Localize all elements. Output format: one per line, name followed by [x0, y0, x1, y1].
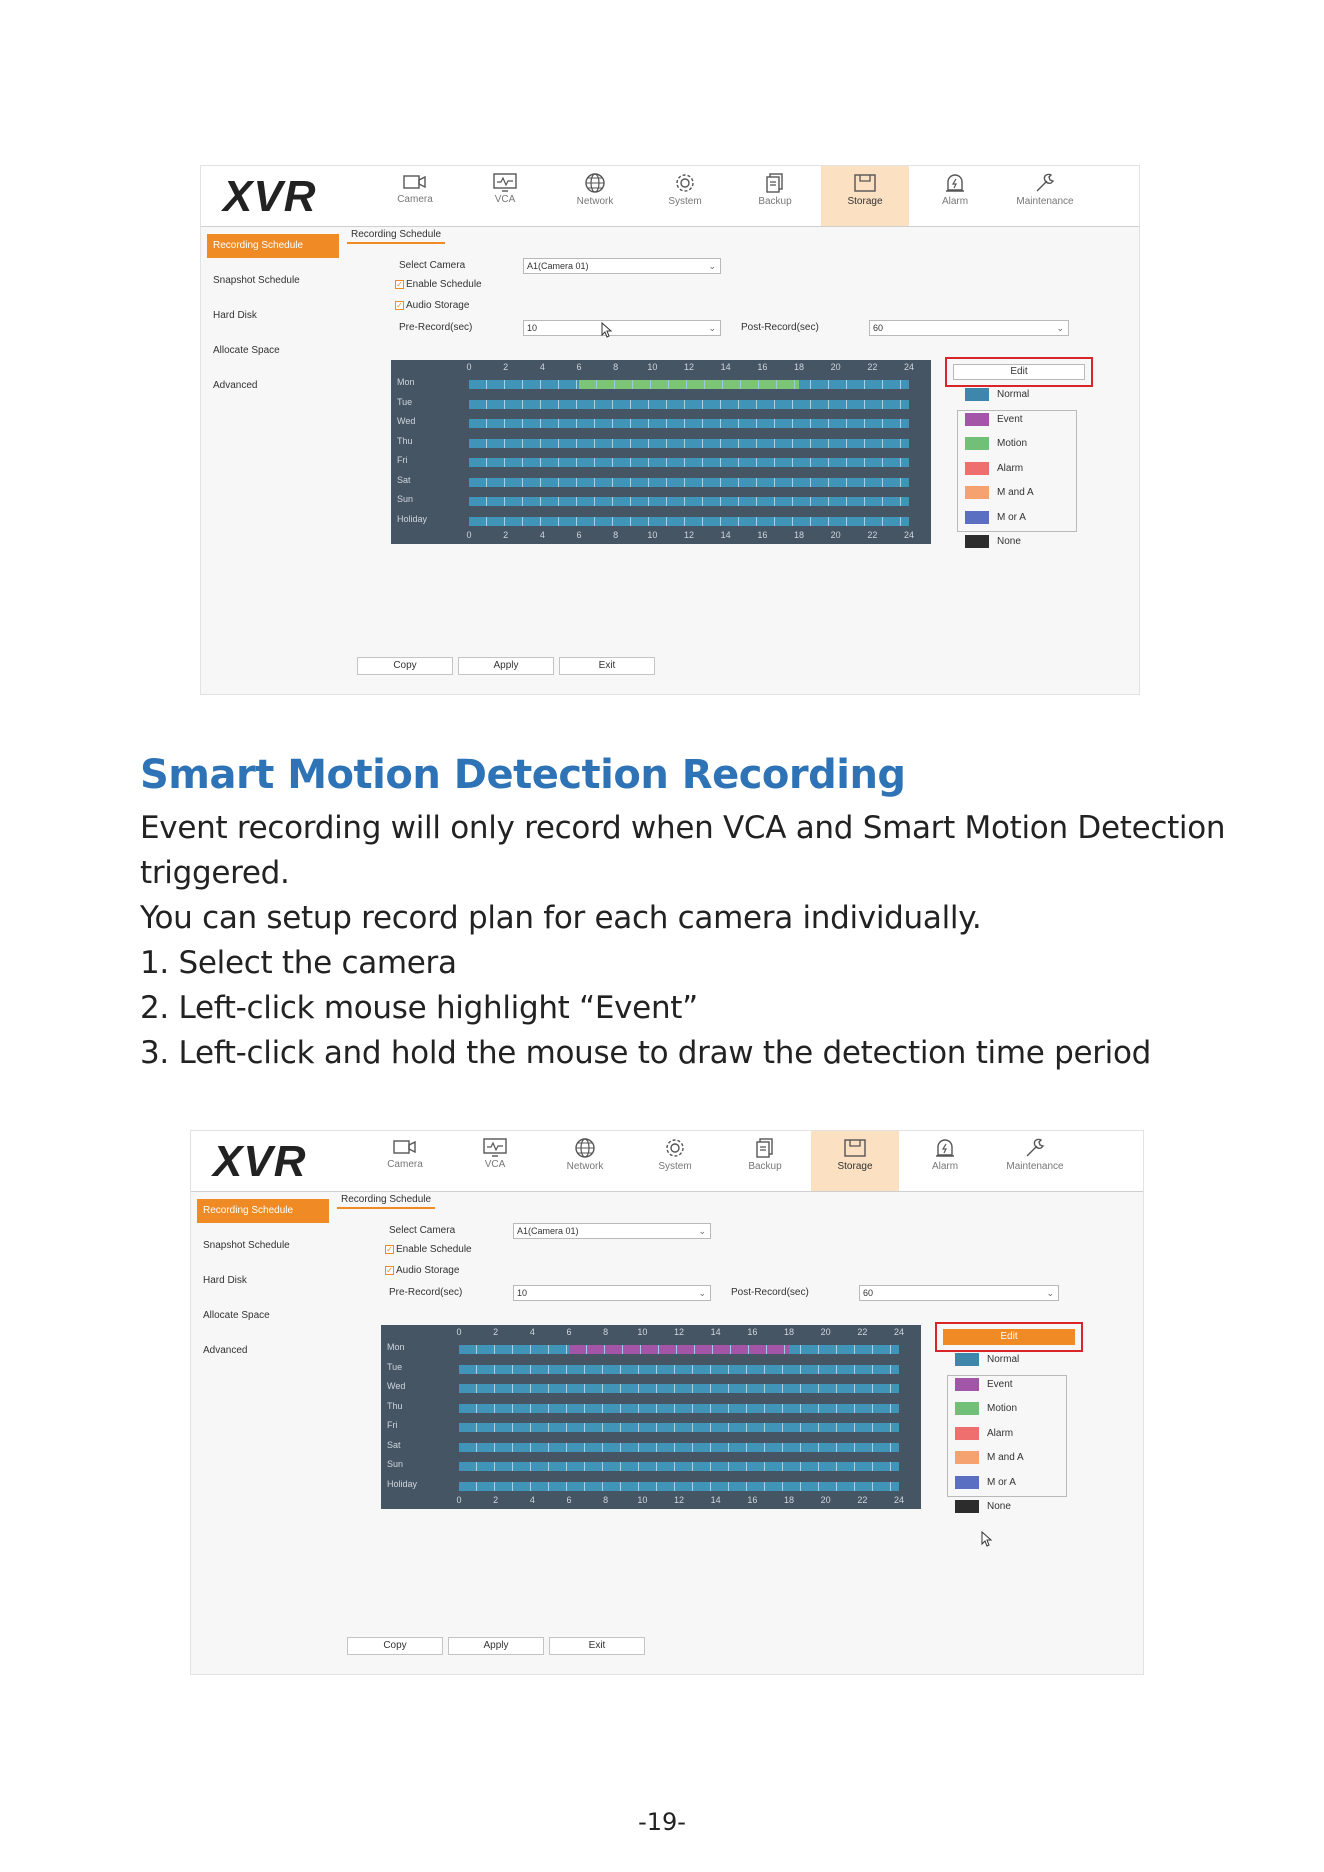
day-label: Mon — [387, 1342, 405, 1352]
legend-swatch-m-and-a[interactable] — [965, 486, 989, 499]
day-label: Mon — [397, 377, 415, 387]
day-label: Holiday — [387, 1478, 418, 1489]
audio-storage-label: Audio Storage — [406, 300, 470, 311]
paragraph-line: Event recording will only record when VCA and Smart Motion Detection — [140, 810, 1226, 846]
legend-swatch-event[interactable] — [955, 1378, 979, 1391]
schedule-row-tue[interactable] — [459, 1365, 899, 1374]
hour-label-top: 0 — [456, 1327, 462, 1337]
day-label: Fri — [397, 455, 408, 465]
highlighted-period — [579, 380, 799, 389]
hour-label-bottom: 22 — [867, 530, 878, 540]
hour-label-top: 24 — [893, 1327, 904, 1337]
hour-label-bottom: 18 — [793, 530, 804, 540]
apply-button[interactable]: Apply — [458, 657, 554, 675]
nav-network[interactable] — [551, 166, 639, 226]
legend-label: M and A — [987, 1452, 1024, 1463]
nav-label: Alarm — [941, 196, 969, 207]
hour-label-top: 2 — [493, 1327, 499, 1337]
alarm-icon — [911, 172, 999, 194]
copy-button[interactable]: Copy — [347, 1637, 443, 1655]
edit-highlight-box — [935, 1322, 1083, 1352]
hour-label-top: 22 — [867, 362, 878, 372]
logo: XVR — [223, 172, 317, 221]
legend-swatch-event[interactable] — [965, 413, 989, 426]
hour-label-bottom: 4 — [529, 1495, 535, 1505]
schedule-row-tue[interactable] — [469, 400, 909, 409]
sidebar-item-allocate-space[interactable]: Allocate Space — [213, 345, 280, 356]
nav-system[interactable] — [641, 166, 729, 226]
hour-label-bottom: 18 — [783, 1495, 794, 1505]
nav-system[interactable] — [631, 1131, 719, 1191]
storage-icon — [821, 172, 909, 194]
vca-icon — [451, 1137, 539, 1157]
chevron-down-icon: ⌄ — [698, 1226, 706, 1236]
storage-icon — [811, 1137, 899, 1159]
hour-label-bottom: 14 — [720, 530, 731, 540]
hour-label-bottom: 12 — [673, 1495, 684, 1505]
nav-label: Camera — [397, 194, 433, 205]
pre-record-label: Pre-Record(sec) — [389, 1287, 463, 1298]
schedule-row-sat[interactable] — [469, 478, 909, 487]
hour-label-top: 22 — [857, 1327, 868, 1337]
camera-select-value: A1(Camera 01) — [527, 261, 589, 271]
hour-label-top: 2 — [503, 362, 509, 372]
system-icon — [631, 1137, 719, 1159]
tab-recording-schedule[interactable]: Recording Schedule — [347, 229, 445, 244]
sidebar-item-recording-schedule[interactable]: Recording Schedule — [197, 1199, 329, 1223]
hour-label-top: 16 — [747, 1327, 758, 1337]
day-label: Fri — [387, 1420, 398, 1430]
schedule-row-wed[interactable] — [469, 419, 909, 428]
paragraph-line: triggered. — [140, 855, 290, 891]
legend-swatch-m-or-a[interactable] — [965, 511, 989, 524]
legend-swatch-normal[interactable] — [965, 388, 989, 401]
post-record-value: 60 — [863, 1288, 874, 1298]
legend-swatch-motion[interactable] — [965, 437, 989, 450]
pre-record-label: Pre-Record(sec) — [399, 322, 473, 333]
nav-alarm[interactable] — [911, 166, 999, 226]
hour-label-bottom: 22 — [857, 1495, 868, 1505]
legend-swatch-none[interactable] — [955, 1500, 979, 1513]
sidebar-item-hard-disk[interactable]: Hard Disk — [203, 1275, 247, 1286]
hour-label-bottom: 10 — [647, 530, 658, 540]
legend-label: M and A — [997, 487, 1034, 498]
hour-label-bottom: 24 — [903, 530, 914, 540]
day-label: Holiday — [397, 513, 428, 524]
nav-label: System — [658, 1161, 692, 1172]
network-icon — [541, 1137, 629, 1159]
nav-label: Alarm — [931, 1161, 959, 1172]
hour-label-bottom: 20 — [820, 1495, 831, 1505]
hour-label-top: 20 — [820, 1327, 831, 1337]
screenshot-1 — [200, 165, 1140, 695]
post-record-label: Post-Record(sec) — [741, 322, 819, 333]
nav-label: Network — [566, 1161, 604, 1172]
day-label: Sat — [387, 1439, 401, 1450]
post-record-select[interactable] — [859, 1285, 1059, 1301]
nav-camera[interactable] — [361, 1131, 449, 1191]
backup-icon — [721, 1137, 809, 1159]
hour-label-bottom: 24 — [893, 1495, 904, 1505]
enable-schedule-checkbox[interactable]: ✓ — [396, 280, 403, 289]
nav-backup[interactable] — [731, 166, 819, 226]
sidebar-item-snapshot-schedule[interactable]: Snapshot Schedule — [203, 1240, 290, 1251]
legend-label: M or A — [987, 1476, 1016, 1488]
hour-label-bottom: 16 — [757, 530, 768, 540]
schedule-grid[interactable] — [381, 1325, 921, 1509]
hour-label-top: 24 — [903, 362, 914, 372]
nav-vca[interactable] — [461, 166, 549, 226]
pre-record-value: 10 — [527, 323, 538, 333]
nav-label: Backup — [758, 196, 792, 207]
tab-recording-schedule[interactable]: Recording Schedule — [337, 1194, 435, 1209]
camera-icon — [361, 1137, 449, 1157]
day-label: Sun — [397, 494, 414, 504]
pre-record-select[interactable] — [513, 1285, 711, 1301]
nav-network[interactable] — [541, 1131, 629, 1191]
alarm-icon — [901, 1137, 989, 1159]
section-heading: Smart Motion Detection Recording — [140, 752, 906, 798]
legend-label: None — [997, 536, 1021, 547]
copy-button[interactable]: Copy — [357, 657, 453, 675]
chevron-down-icon: ⌄ — [708, 323, 716, 333]
schedule-row-mon[interactable] — [459, 1345, 899, 1354]
step-1: 1. Select the camera — [140, 945, 457, 981]
network-icon — [551, 172, 639, 194]
sidebar-item-allocate-space[interactable]: Allocate Space — [203, 1310, 270, 1321]
hour-label-top: 18 — [783, 1327, 794, 1337]
legend-label: Alarm — [997, 462, 1024, 474]
day-label: Wed — [387, 1381, 406, 1391]
apply-button[interactable]: Apply — [448, 1637, 544, 1655]
nav-label: Storage — [847, 196, 883, 207]
step-2: 2. Left-click mouse highlight “Event” — [140, 990, 698, 1026]
hour-label-bottom: 2 — [503, 530, 509, 540]
hour-label-top: 6 — [566, 1327, 572, 1337]
maintenance-icon — [991, 1137, 1079, 1159]
nav-storage[interactable] — [811, 1131, 899, 1191]
schedule-row-thu[interactable] — [459, 1404, 899, 1413]
hour-label-top: 16 — [757, 362, 768, 372]
hour-label-bottom: 8 — [603, 1495, 609, 1505]
schedule-grid[interactable] — [391, 360, 931, 544]
select-camera-label: Select Camera — [399, 260, 466, 271]
hour-label-top: 12 — [673, 1327, 684, 1337]
hour-label-bottom: 16 — [747, 1495, 758, 1505]
select-camera-label: Select Camera — [389, 1225, 456, 1236]
nav-label: Maintenance — [1006, 1161, 1064, 1172]
camera-icon — [371, 172, 459, 192]
nav-backup[interactable] — [721, 1131, 809, 1191]
step-3: 3. Left-click and hold the mouse to draw the detection time period — [140, 1035, 1152, 1071]
hour-label-bottom: 6 — [566, 1495, 572, 1505]
hour-label-top: 18 — [793, 362, 804, 372]
day-label: Tue — [387, 1361, 403, 1372]
system-icon — [641, 172, 729, 194]
hour-label-bottom: 8 — [613, 530, 619, 540]
hour-label-top: 14 — [710, 1327, 721, 1337]
legend-swatch-m-or-a[interactable] — [955, 1476, 979, 1489]
nav-alarm[interactable] — [901, 1131, 989, 1191]
screenshot-2 — [190, 1130, 1144, 1675]
hour-label-bottom: 0 — [466, 530, 472, 540]
legend-label: Normal — [997, 389, 1030, 400]
hour-label-top: 20 — [830, 362, 841, 372]
maintenance-icon — [1001, 172, 1089, 194]
schedule-row-sun[interactable] — [459, 1462, 899, 1471]
camera-select[interactable] — [523, 258, 721, 274]
chevron-down-icon: ⌄ — [698, 1288, 706, 1298]
legend-label: M or A — [997, 511, 1026, 523]
sidebar-item-advanced[interactable]: Advanced — [213, 380, 258, 391]
hour-label-bottom: 10 — [637, 1495, 648, 1505]
schedule-row-fri[interactable] — [469, 458, 909, 467]
schedule-row-sun[interactable] — [469, 497, 909, 506]
day-label: Thu — [397, 435, 413, 446]
nav-label: Maintenance — [1016, 196, 1074, 207]
hour-label-bottom: 14 — [710, 1495, 721, 1505]
legend-swatch-motion[interactable] — [955, 1402, 979, 1415]
schedule-row-sat[interactable] — [459, 1443, 899, 1452]
schedule-row-holiday[interactable] — [459, 1482, 899, 1491]
hour-label-bottom: 6 — [576, 530, 582, 540]
hour-label-top: 10 — [647, 362, 658, 372]
hour-label-top: 14 — [720, 362, 731, 372]
chevron-down-icon: ⌄ — [708, 261, 716, 271]
hour-label-top: 8 — [603, 1327, 609, 1337]
edit-button[interactable]: Edit — [943, 1329, 1075, 1345]
hour-label-bottom: 2 — [493, 1495, 499, 1505]
nav-maintenance[interactable] — [991, 1131, 1079, 1191]
nav-vca[interactable] — [451, 1131, 539, 1191]
nav-label: Camera — [387, 1159, 423, 1170]
hour-label-top: 12 — [683, 362, 694, 372]
schedule-row-wed[interactable] — [459, 1384, 899, 1393]
pre-record-select[interactable] — [523, 320, 721, 336]
hour-label-top: 4 — [539, 362, 545, 372]
audio-storage-label: Audio Storage — [396, 1265, 460, 1276]
hour-label-bottom: 20 — [830, 530, 841, 540]
chevron-down-icon: ⌄ — [1056, 323, 1064, 333]
day-label: Tue — [397, 396, 413, 407]
pre-record-value: 10 — [517, 1288, 528, 1298]
hour-label-top: 6 — [576, 362, 582, 372]
post-record-value: 60 — [873, 323, 884, 333]
nav-label: VCA — [484, 1159, 506, 1170]
sidebar-item-advanced[interactable]: Advanced — [203, 1345, 248, 1356]
nav-label: VCA — [494, 194, 516, 205]
sidebar-item-recording-schedule[interactable]: Recording Schedule — [207, 234, 339, 258]
legend-label: Motion — [987, 1403, 1018, 1414]
legend-label: Event — [987, 1378, 1013, 1390]
exit-button[interactable]: Exit — [549, 1637, 645, 1655]
nav-camera[interactable] — [371, 166, 459, 226]
nav-storage[interactable] — [821, 166, 909, 226]
day-label: Thu — [387, 1400, 403, 1411]
post-record-select[interactable] — [869, 320, 1069, 336]
sidebar-item-snapshot-schedule[interactable]: Snapshot Schedule — [213, 275, 300, 286]
day-label: Wed — [397, 416, 416, 426]
chevron-down-icon: ⌄ — [1046, 1288, 1054, 1298]
legend-swatch-alarm[interactable] — [955, 1427, 979, 1440]
highlighted-period — [569, 1345, 789, 1354]
schedule-row-mon[interactable] — [469, 380, 909, 389]
day-label: Sat — [397, 474, 411, 485]
nav-label: Network — [576, 196, 614, 207]
nav-label: Storage — [837, 1161, 873, 1172]
exit-button[interactable]: Exit — [559, 657, 655, 675]
nav-maintenance[interactable] — [1001, 166, 1089, 226]
hour-label-top: 8 — [613, 362, 619, 372]
vca-icon — [461, 172, 549, 192]
nav-label: System — [668, 196, 702, 207]
logo: XVR — [213, 1137, 307, 1186]
legend-label: Normal — [987, 1354, 1020, 1365]
hour-label-top: 10 — [637, 1327, 648, 1337]
schedule-row-thu[interactable] — [469, 439, 909, 448]
enable-schedule-label: Enable Schedule — [406, 279, 482, 290]
hour-label-top: 0 — [466, 362, 472, 372]
legend-swatch-normal[interactable] — [955, 1353, 979, 1366]
hour-label-bottom: 0 — [456, 1495, 462, 1505]
legend-label: None — [987, 1501, 1011, 1512]
backup-icon — [731, 172, 819, 194]
paragraph-line: You can setup record plan for each camera individually. — [140, 900, 982, 936]
mouse-cursor-icon — [981, 1531, 993, 1551]
post-record-label: Post-Record(sec) — [731, 1287, 809, 1298]
legend-label: Alarm — [987, 1427, 1014, 1439]
day-label: Sun — [387, 1459, 404, 1469]
legend-label: Event — [997, 413, 1023, 425]
legend-swatch-m-and-a[interactable] — [955, 1451, 979, 1464]
camera-select-value: A1(Camera 01) — [517, 1226, 579, 1236]
hour-label-bottom: 4 — [539, 530, 545, 540]
legend-label: Motion — [997, 438, 1028, 449]
page-number: -19- — [638, 1808, 686, 1836]
edit-highlight-box — [945, 357, 1093, 387]
legend-swatch-none[interactable] — [965, 535, 989, 548]
nav-label: Backup — [748, 1161, 782, 1172]
mouse-cursor-icon — [601, 322, 613, 342]
legend-swatch-alarm[interactable] — [965, 462, 989, 475]
audio-storage-checkbox[interactable]: ✓ — [386, 1266, 393, 1275]
camera-select[interactable] — [513, 1223, 711, 1239]
schedule-row-fri[interactable] — [459, 1423, 899, 1432]
sidebar-item-hard-disk[interactable]: Hard Disk — [213, 310, 257, 321]
enable-schedule-checkbox[interactable]: ✓ — [386, 1245, 393, 1254]
schedule-row-holiday[interactable] — [469, 517, 909, 526]
enable-schedule-label: Enable Schedule — [396, 1244, 472, 1255]
edit-button[interactable]: Edit — [953, 364, 1085, 380]
hour-label-bottom: 12 — [683, 530, 694, 540]
hour-label-top: 4 — [529, 1327, 535, 1337]
audio-storage-checkbox[interactable]: ✓ — [396, 301, 403, 310]
